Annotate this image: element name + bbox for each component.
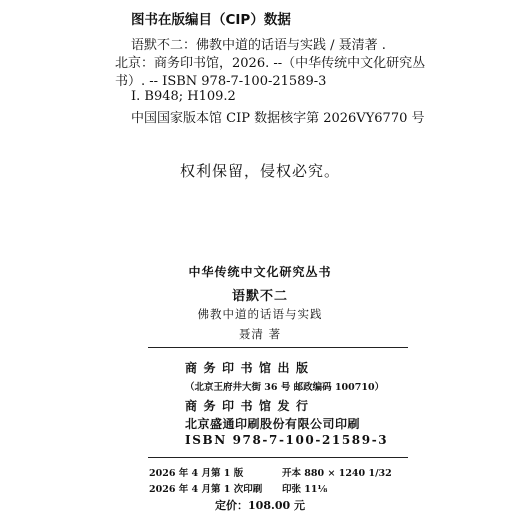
cip-line-title: 语默不二：佛教中道的话语与实践 / 聂清著 . bbox=[131, 38, 386, 53]
cip-line-classification: Ⅰ. B948; H109.2 bbox=[131, 89, 236, 104]
isbn: ISBN 978-7-100-21589-3 bbox=[185, 433, 389, 447]
divider-bottom bbox=[148, 457, 408, 458]
book-title: 语默不二 bbox=[231, 289, 288, 304]
book-author: 聂清 著 bbox=[238, 327, 282, 341]
cip-line-publication: 北京：商务印书馆，2026. --（中华传统中文化研究丛 bbox=[115, 56, 426, 71]
cip-line-isbn: 书）. -- ISBN 978-7-100-21589-3 bbox=[115, 74, 327, 89]
publisher-name: 商务印书馆出版 bbox=[185, 361, 315, 375]
book-format: 开本 880 × 1240 1/32 bbox=[282, 468, 392, 479]
divider-top bbox=[148, 347, 408, 348]
cip-heading: 图书在版编目（CIP）数据 bbox=[131, 12, 291, 28]
publisher-address: （北京王府井大街 36 号 邮政编码 100710） bbox=[185, 382, 385, 393]
rights-notice: 权利保留，侵权必究。 bbox=[179, 162, 340, 180]
book-subtitle: 佛教中道的话语与实践 bbox=[197, 307, 323, 321]
printer-name: 北京盛通印刷股份有限公司印刷 bbox=[185, 417, 361, 431]
distributor-name: 商务印书馆发行 bbox=[185, 399, 315, 413]
cip-line-record-number: 中国国家版本馆 CIP 数据核字第 2026VY6770 号 bbox=[131, 111, 425, 126]
printed-sheets: 印张 11⅛ bbox=[282, 484, 328, 495]
edition-date: 2026 年 4 月第 1 版 bbox=[149, 468, 244, 479]
price: 定价：108.00 元 bbox=[215, 499, 305, 512]
series-name: 中华传统中文化研究丛书 bbox=[188, 265, 332, 279]
printing-date: 2026 年 4 月第 1 次印刷 bbox=[149, 484, 263, 495]
